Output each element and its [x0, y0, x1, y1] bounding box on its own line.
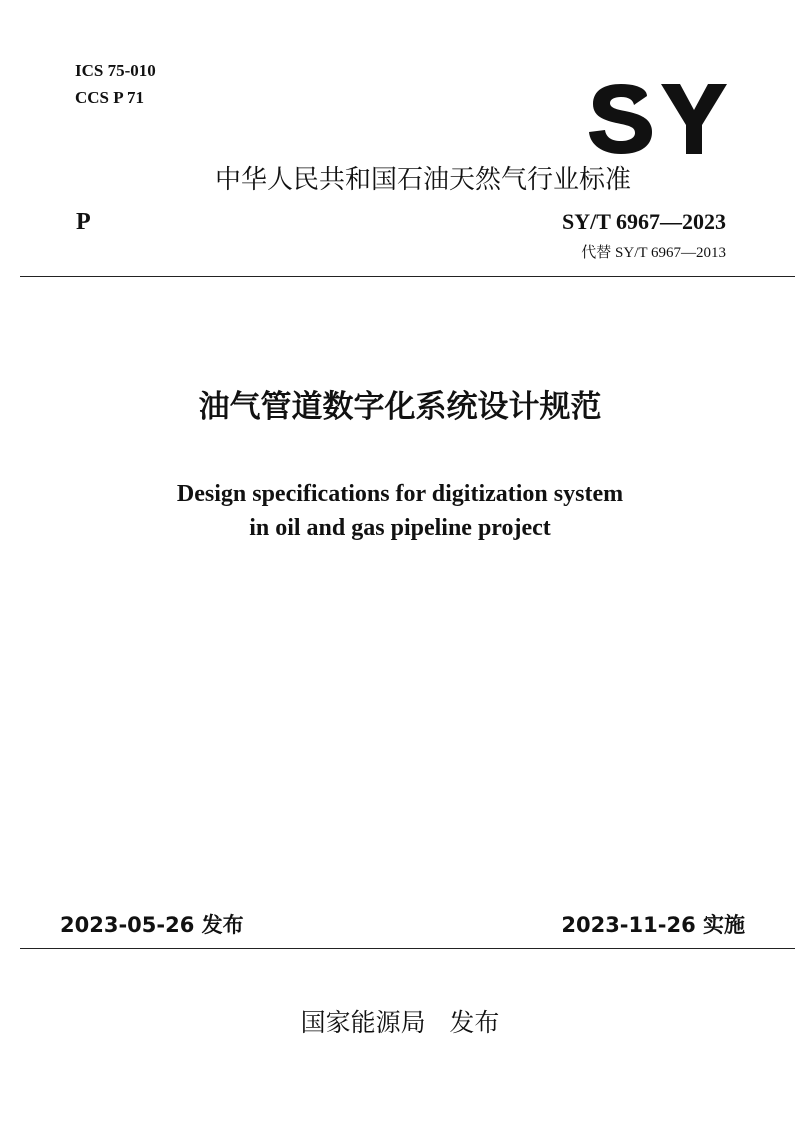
category-code: P	[76, 209, 91, 235]
ccs-code: CCS P 71	[75, 88, 144, 107]
header-divider	[20, 276, 795, 277]
ics-code: ICS 75-010	[75, 61, 156, 80]
english-title-line-1: Design specifications for digitization system	[176, 481, 624, 507]
replaces-standard: 代替 SY/T 6967—2013	[581, 245, 726, 261]
sy-logo	[585, 80, 735, 170]
document-title-chinese: 油气管道数字化系统设计规范	[198, 389, 602, 425]
document-title-english	[0, 477, 800, 545]
publisher: 国家能源局 发布	[300, 1008, 500, 1037]
issue-date: 2023-05-26 发布	[60, 913, 244, 937]
implementation-date: 2023-11-26 实施	[561, 913, 745, 937]
english-title-line-2: in oil and gas pipeline project	[249, 515, 551, 541]
sy-logo-icon	[585, 80, 735, 170]
footer-divider	[20, 948, 795, 949]
standard-number: SY/T 6967—2023	[561, 209, 726, 234]
industry-standard-title: 中华人民共和国石油天然气行业标准	[215, 165, 632, 195]
